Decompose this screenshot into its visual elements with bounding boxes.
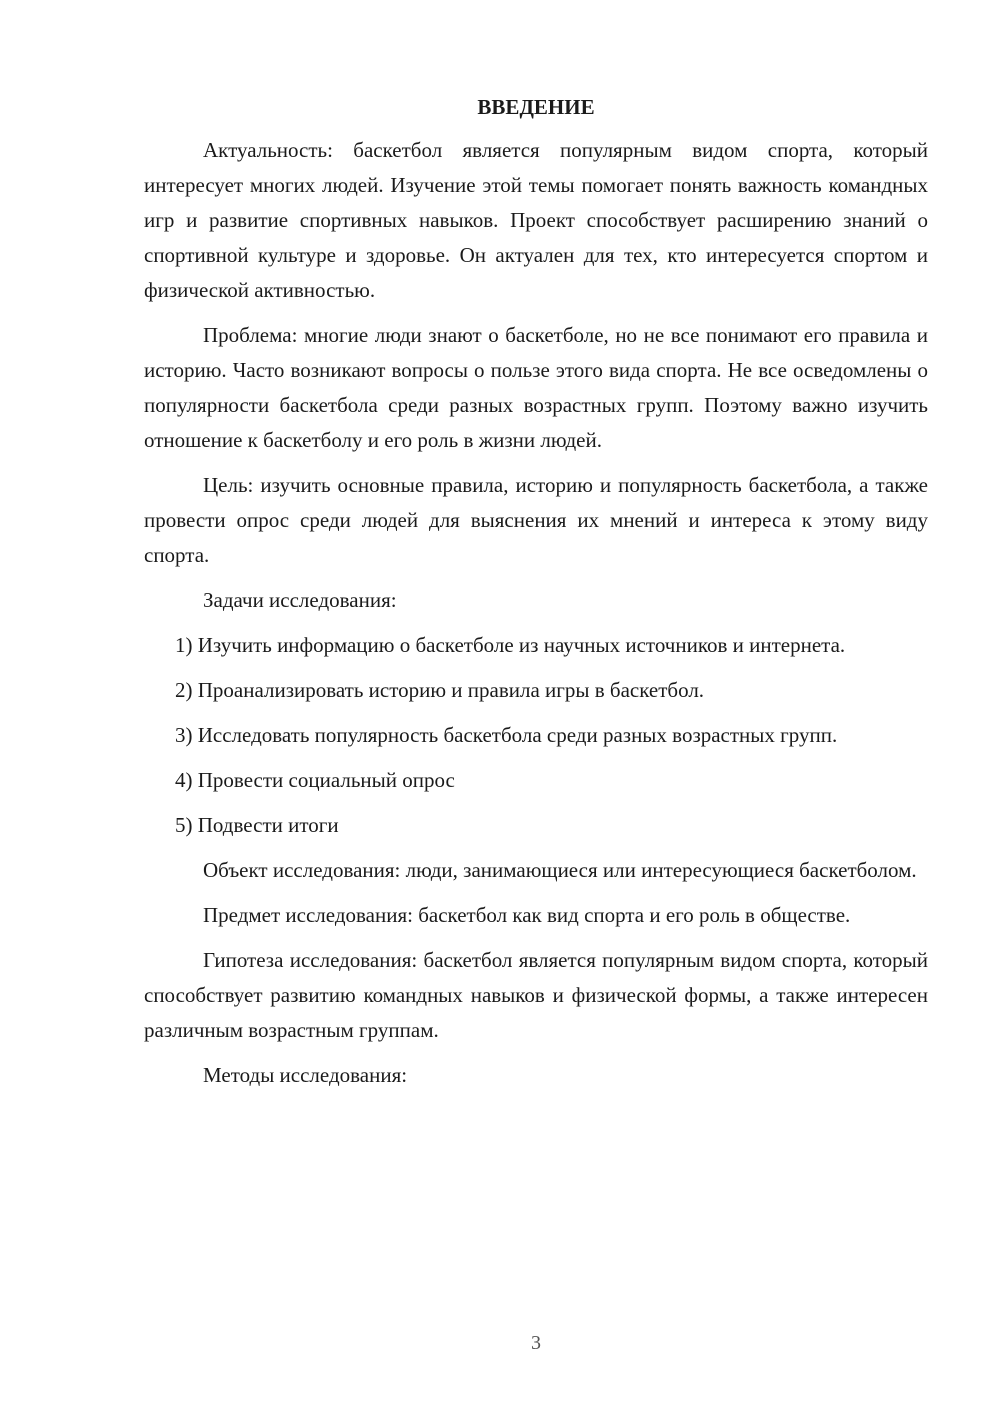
methods-heading: Методы исследования: xyxy=(203,1063,408,1087)
goal-paragraph: Цель: изучить основные правила, историю и популярность баскетбола, а также провести опрос среди людей для выяснения их мнений и интереса к этому виду спорта. xyxy=(144,473,928,567)
task-item-4: 4) Провести социальный опрос xyxy=(175,768,455,792)
page-title: ВВЕДЕНИЕ xyxy=(477,95,595,119)
problem-paragraph: Проблема: многие люди знают о баскетболе, но не все понимают его правила и историю. Часто возникают вопросы о пользе этого вида спорта. Не все осведомлены о популярности баскетбола среди разных возрастных групп. Поэтому важно изучить отношение к баскетболу и его роль в жизни людей. xyxy=(144,323,928,452)
relevance-paragraph: Актуальность: баскетбол является популярным видом спорта, который интересует многих людей. Изучение этой темы помогает понять важность командных игр и развитие спортивных навыков. Проект способствует расширению знаний о спортивной культуре и здоровье. Он актуален для тех, кто интересуется спортом и физической активностью. xyxy=(144,138,928,302)
hypothesis-paragraph: Гипотеза исследования: баскетбол является популярным видом спорта, который способствует развитию командных навыков и физической формы, а также интересен различным возрастным группам. xyxy=(144,948,928,1042)
object-paragraph: Объект исследования: люди, занимающиеся или интересующиеся баскетболом. xyxy=(203,858,917,882)
subject-paragraph: Предмет исследования: баскетбол как вид спорта и его роль в обществе. xyxy=(203,903,851,927)
task-item-5: 5) Подвести итоги xyxy=(175,813,339,837)
page-body xyxy=(144,90,928,1103)
task-item-2: 2) Проанализировать историю и правила игры в баскетбол. xyxy=(175,678,705,702)
task-item-3: 3) Исследовать популярность баскетбола среди разных возрастных групп. xyxy=(175,723,838,747)
tasks-heading: Задачи исследования: xyxy=(203,588,397,612)
task-item-1: 1) Изучить информацию о баскетболе из научных источников и интернета. xyxy=(175,633,846,657)
page-number: 3 xyxy=(531,1332,541,1354)
